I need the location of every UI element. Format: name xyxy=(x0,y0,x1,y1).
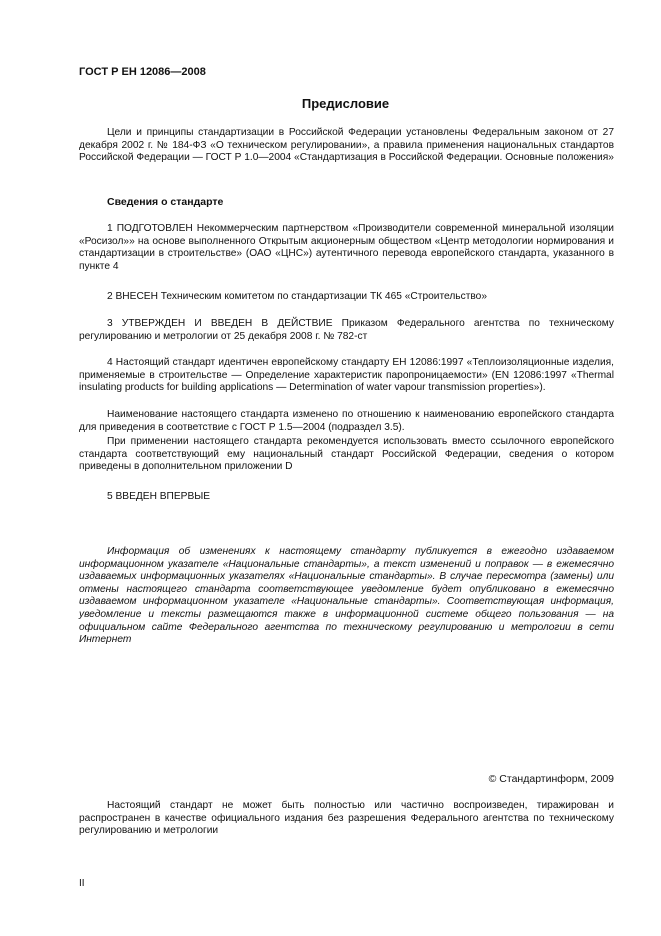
copyright-line: © Стандартинформ, 2009 xyxy=(488,773,614,785)
page-title: Предисловие xyxy=(301,96,390,111)
reproduction-notice: Настоящий стандарт не может быть полностью или частично воспроизведен, тиражирован и распространен в качестве официального издания без разрешения Федерального агентства по техническому регулированию и метрологии xyxy=(79,800,614,837)
item-3-paragraph: 3 УТВЕРЖДЕН И ВВЕДЕН В ДЕЙСТВИЕ Приказом Федерального агентства по техническому регулированию и метрологии от 25 декабря 2008 г. № 782-ст xyxy=(79,318,614,342)
item-4-name-paragraph: Наименование настоящего стандарта изменено по отношению к наименованию европейского стандарта для приведения в соответствие с ГОСТ Р 1.5—2004 (подраздел 3.5). xyxy=(79,409,614,433)
info-heading: Сведения о стандарте xyxy=(107,196,224,208)
item-4-paragraph: 4 Настоящий стандарт идентичен европейскому стандарту ЕН 12086:1997 «Теплоизоляционные изделия, применяемые в строительстве — Определение характеристик паропроницаемости» (EN 12086:1997 «Thermal insulating products for building applications — Determination of water vapour transmission properties»). xyxy=(79,357,614,394)
item-5-paragraph: 5 ВВЕДЕН ВПЕРВЫЕ xyxy=(107,491,211,502)
intro-paragraph: Цели и принципы стандартизации в Российской Федерации установлены Федеральным законом от 27 декабря 2002 г. № 184-ФЗ «О техническом регулировании», а правила применения национальных стандартов Российской Федерации — ГОСТ Р 1.0—2004 «Стандартизация в Российской Федерации. Основные положения» xyxy=(79,127,614,164)
item-2-paragraph: 2 ВНЕСЕН Техническим комитетом по стандартизации ТК 465 «Строительство» xyxy=(107,291,487,302)
page-number: II xyxy=(79,878,85,889)
item-4-reference-paragraph: При применении настоящего стандарта рекомендуется использовать вместо ссылочного европейского стандарта соответствующий ему национальный стандарт Российской Федерации, сведения о котором приведены в дополнительном приложении D xyxy=(79,436,614,473)
document-code: ГОСТ Р ЕН 12086—2008 xyxy=(79,66,206,78)
notice-paragraph: Информация об изменениях к настоящему стандарту публикуется в ежегодно издаваемом информационном указателе «Национальные стандарты», а текст изменений и поправок — в ежемесячно издаваемых информационных указателях «Национальные стандарты». В случае пересмотра (замены) или отмены настоящего стандарта соответствующее уведомление будет опубликовано в ежемесячно издаваемом информационном указателе «Национальные стандарты». Соответствующая информация, уведомление и тексты размещаются также в информационной системе общего пользования — на официальном сайте Федерального агентства по техническому регулированию и метрологии в сети Интернет xyxy=(79,546,614,646)
item-1-paragraph: 1 ПОДГОТОВЛЕН Некоммерческим партнерством «Производители современной минеральной изоляции «Росизол»» на основе выполненного Открытым акционерным обществом «Центр методологии нормирования и стандартизации в строительстве» (ОАО «ЦНС») аутентичного перевода европейского стандарта, указанного в пункте 4 xyxy=(79,223,614,272)
